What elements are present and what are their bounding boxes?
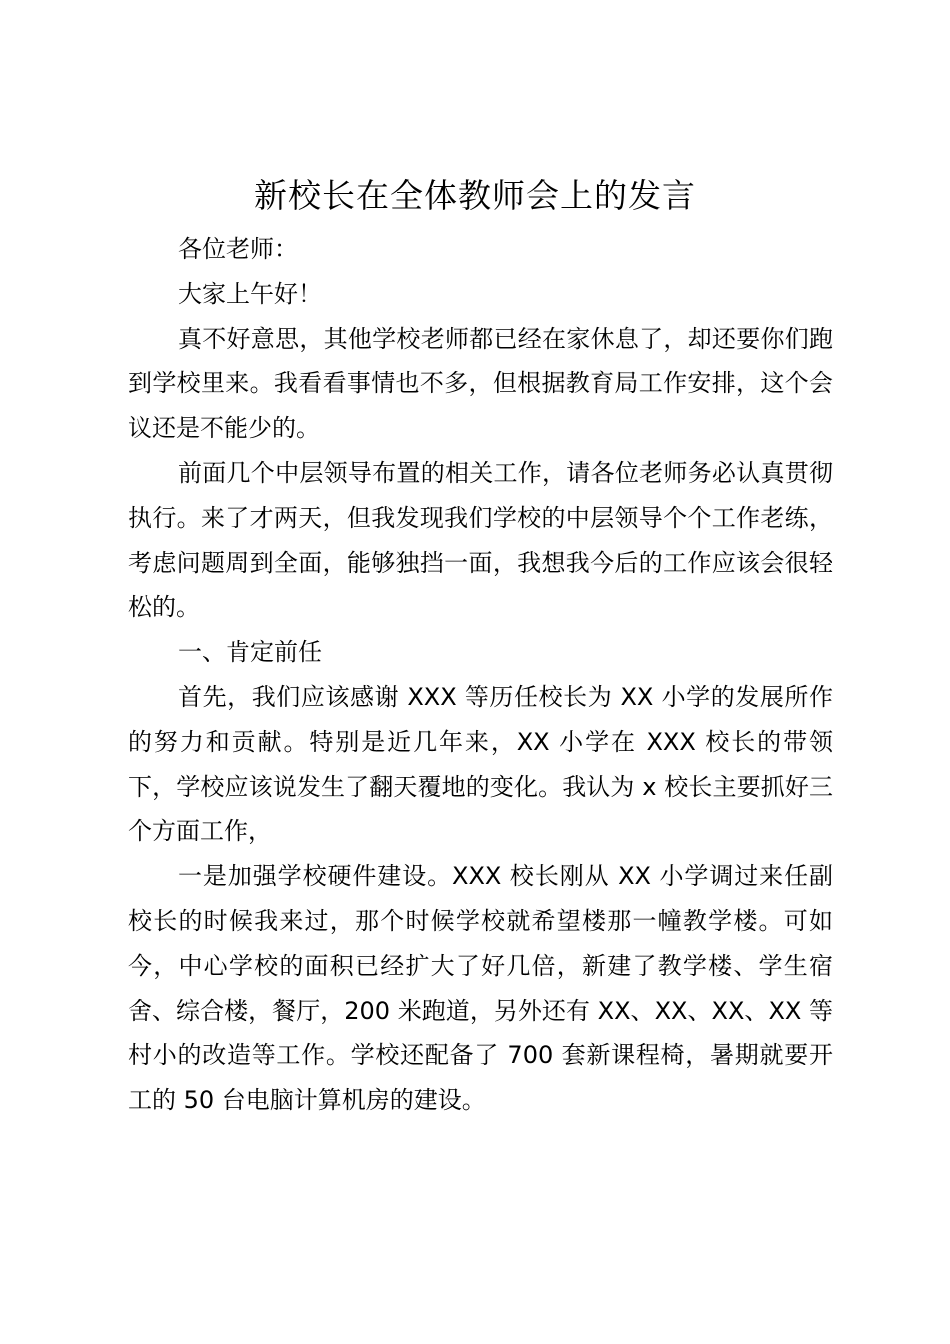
paragraph-greeting: 大家上午好！ — [178, 279, 322, 308]
section-heading-affirm-predecessor: 一、肯定前任 — [178, 638, 322, 667]
document-body — [128, 227, 833, 1123]
paragraph-hardware-construction: 一是加强学校硬件建设。XXX 校长刚从 XX 小学调过来任副校长的时候我来过，那个时候学校就希望楼那一幢教学楼。可如今，中心学校的面积已经扩大了好几倍，新建了教学楼、学生宿舍、综合楼，餐厅，200 米跑道，另外还有 XX、XX、XX、XX 等村小的改造等工作。学校还配备了 700 套新课程椅，暑期就要开工的 50 台电脑计算机房的建设。 — [128, 862, 833, 1115]
document-title: 新校长在全体教师会上的发言 — [254, 176, 696, 215]
paragraph-salutation: 各位老师： — [178, 235, 298, 263]
paragraph-middle-leaders: 前面几个中层领导布置的相关工作，请各位老师务必认真贯彻执行。来了才两天，但我发现我们学校的中层领导个个工作老练，考虑问题周到全面，能够独挡一面，我想我今后的工作应该会很轻松的。 — [128, 458, 833, 622]
paragraph-thanks-predecessors: 首先，我们应该感谢 XXX 等历任校长为 XX 小学的发展所作的努力和贡献。特别是近几年来，XX 小学在 XXX 校长的带领下，学校应该说发生了翻天覆地的变化。我认为 x 校长主要抓好三个方面工作， — [128, 682, 833, 846]
paragraph-apology: 真不好意思，其他学校老师都已经在家休息了，却还要你们跑到学校里来。我看看事情也不多，但根据教育局工作安排，这个会议还是不能少的。 — [128, 324, 833, 443]
